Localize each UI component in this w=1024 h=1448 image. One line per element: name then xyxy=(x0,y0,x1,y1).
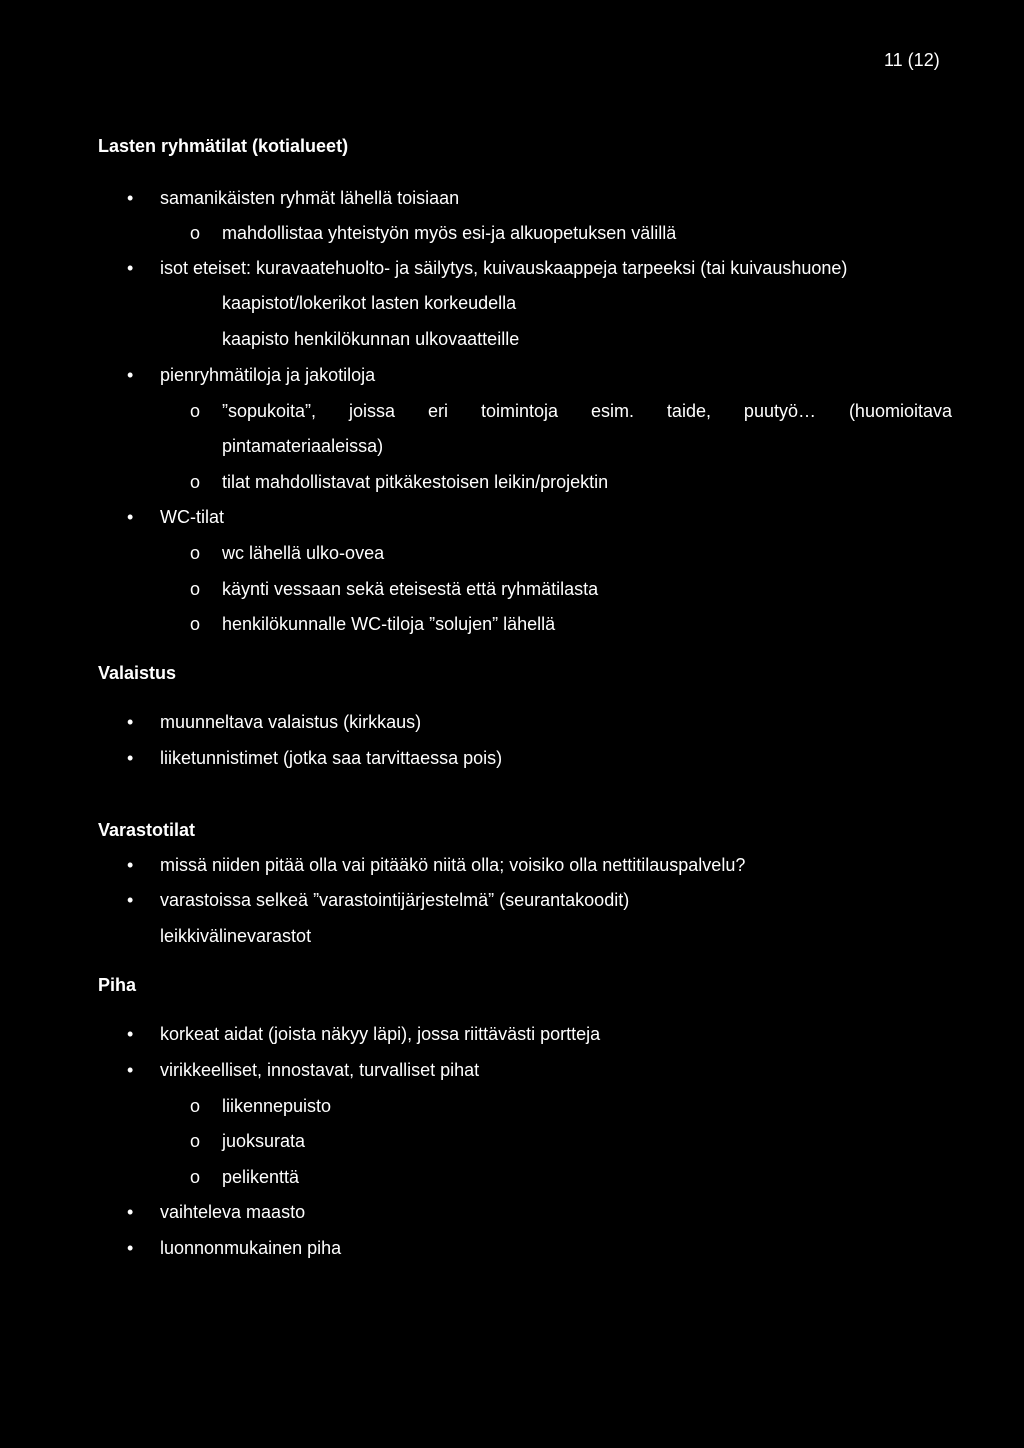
list-item: varastoissa selkeä ”varastointijärjestelmä” (seurantakoodit) xyxy=(160,890,630,910)
sub-list-item: käynti vessaan sekä eteisestä että ryhmätilasta xyxy=(222,579,599,599)
sub-bullet-icon xyxy=(190,223,200,244)
list-item: muunneltava valaistus (kirkkaus) xyxy=(160,712,422,732)
list-item: luonnonmukainen piha xyxy=(160,1238,342,1258)
list-item: samanikäisten ryhmät lähellä toisiaan xyxy=(160,188,460,208)
sub-bullet-icon xyxy=(190,579,200,600)
sub-bullet-icon xyxy=(190,614,200,635)
sub-list-item: liikennepuisto xyxy=(222,1096,332,1116)
page-number: 11 (12) xyxy=(884,50,940,70)
bullet-icon xyxy=(127,1202,133,1223)
section-heading-lasten: Lasten ryhmätilat (kotialueet) xyxy=(98,136,349,156)
list-item: isot eteiset: kuravaatehuolto- ja säilytys, kuivauskaappeja tarpeeksi (tai kuivaushuone) xyxy=(160,258,848,278)
sub-bullet-icon xyxy=(190,1131,200,1152)
list-item: liiketunnistimet (jotka saa tarvittaessa pois) xyxy=(160,748,503,768)
bullet-icon xyxy=(127,712,133,733)
bullet-icon xyxy=(127,890,133,911)
bullet-icon xyxy=(127,1060,133,1081)
list-item: pienryhmätiloja ja jakotiloja xyxy=(160,365,376,385)
section-heading-piha: Piha xyxy=(98,975,137,995)
bullet-icon xyxy=(127,365,133,386)
sub-bullet-icon xyxy=(190,472,200,493)
sub-list-item: tilat mahdollistavat pitkäkestoisen leikin/projektin xyxy=(222,472,609,492)
bullet-icon xyxy=(127,1024,133,1045)
bullet-icon xyxy=(127,507,133,528)
bullet-icon xyxy=(127,1238,133,1259)
bullet-icon xyxy=(127,748,133,769)
continuation-line: kaapistot/lokerikot lasten korkeudella xyxy=(222,293,517,313)
sub-list-item: pelikenttä xyxy=(222,1167,300,1187)
sub-bullet-icon xyxy=(190,401,200,422)
sub-list-item: juoksurata xyxy=(222,1131,306,1151)
bullet-icon xyxy=(127,188,133,209)
continuation-line: leikkivälinevarastot xyxy=(160,926,312,946)
bullet-icon xyxy=(127,258,133,279)
sub-list-item: henkilökunnalle WC-tiloja ”solujen” lähellä xyxy=(222,614,556,634)
sub-list-item: wc lähellä ulko-ovea xyxy=(222,543,385,563)
sub-list-item: ”sopukoita”, joissa eri toimintoja esim. taide, puutyö… (huomioitava xyxy=(222,401,952,421)
section-heading-varastotilat: Varastotilat xyxy=(98,820,196,840)
sub-bullet-icon xyxy=(190,1167,200,1188)
sub-list-item: mahdollistaa yhteistyön myös esi-ja alkuopetuksen välillä xyxy=(222,223,677,243)
list-item: WC-tilat xyxy=(160,507,224,527)
continuation-line: pintamateriaaleissa) xyxy=(222,436,384,456)
list-item: missä niiden pitää olla vai pitääkö niitä olla; voisiko olla nettitilauspalvelu? xyxy=(160,855,746,875)
sub-bullet-icon xyxy=(190,1096,200,1117)
list-item: virikkeelliset, innostavat, turvalliset pihat xyxy=(160,1060,480,1080)
sub-bullet-icon xyxy=(190,543,200,564)
section-heading-valaistus: Valaistus xyxy=(98,663,177,683)
bullet-icon xyxy=(127,855,133,876)
continuation-line: kaapisto henkilökunnan ulkovaatteille xyxy=(222,329,520,349)
list-item: vaihteleva maasto xyxy=(160,1202,306,1222)
list-item: korkeat aidat (joista näkyy läpi), jossa riittävästi portteja xyxy=(160,1024,601,1044)
